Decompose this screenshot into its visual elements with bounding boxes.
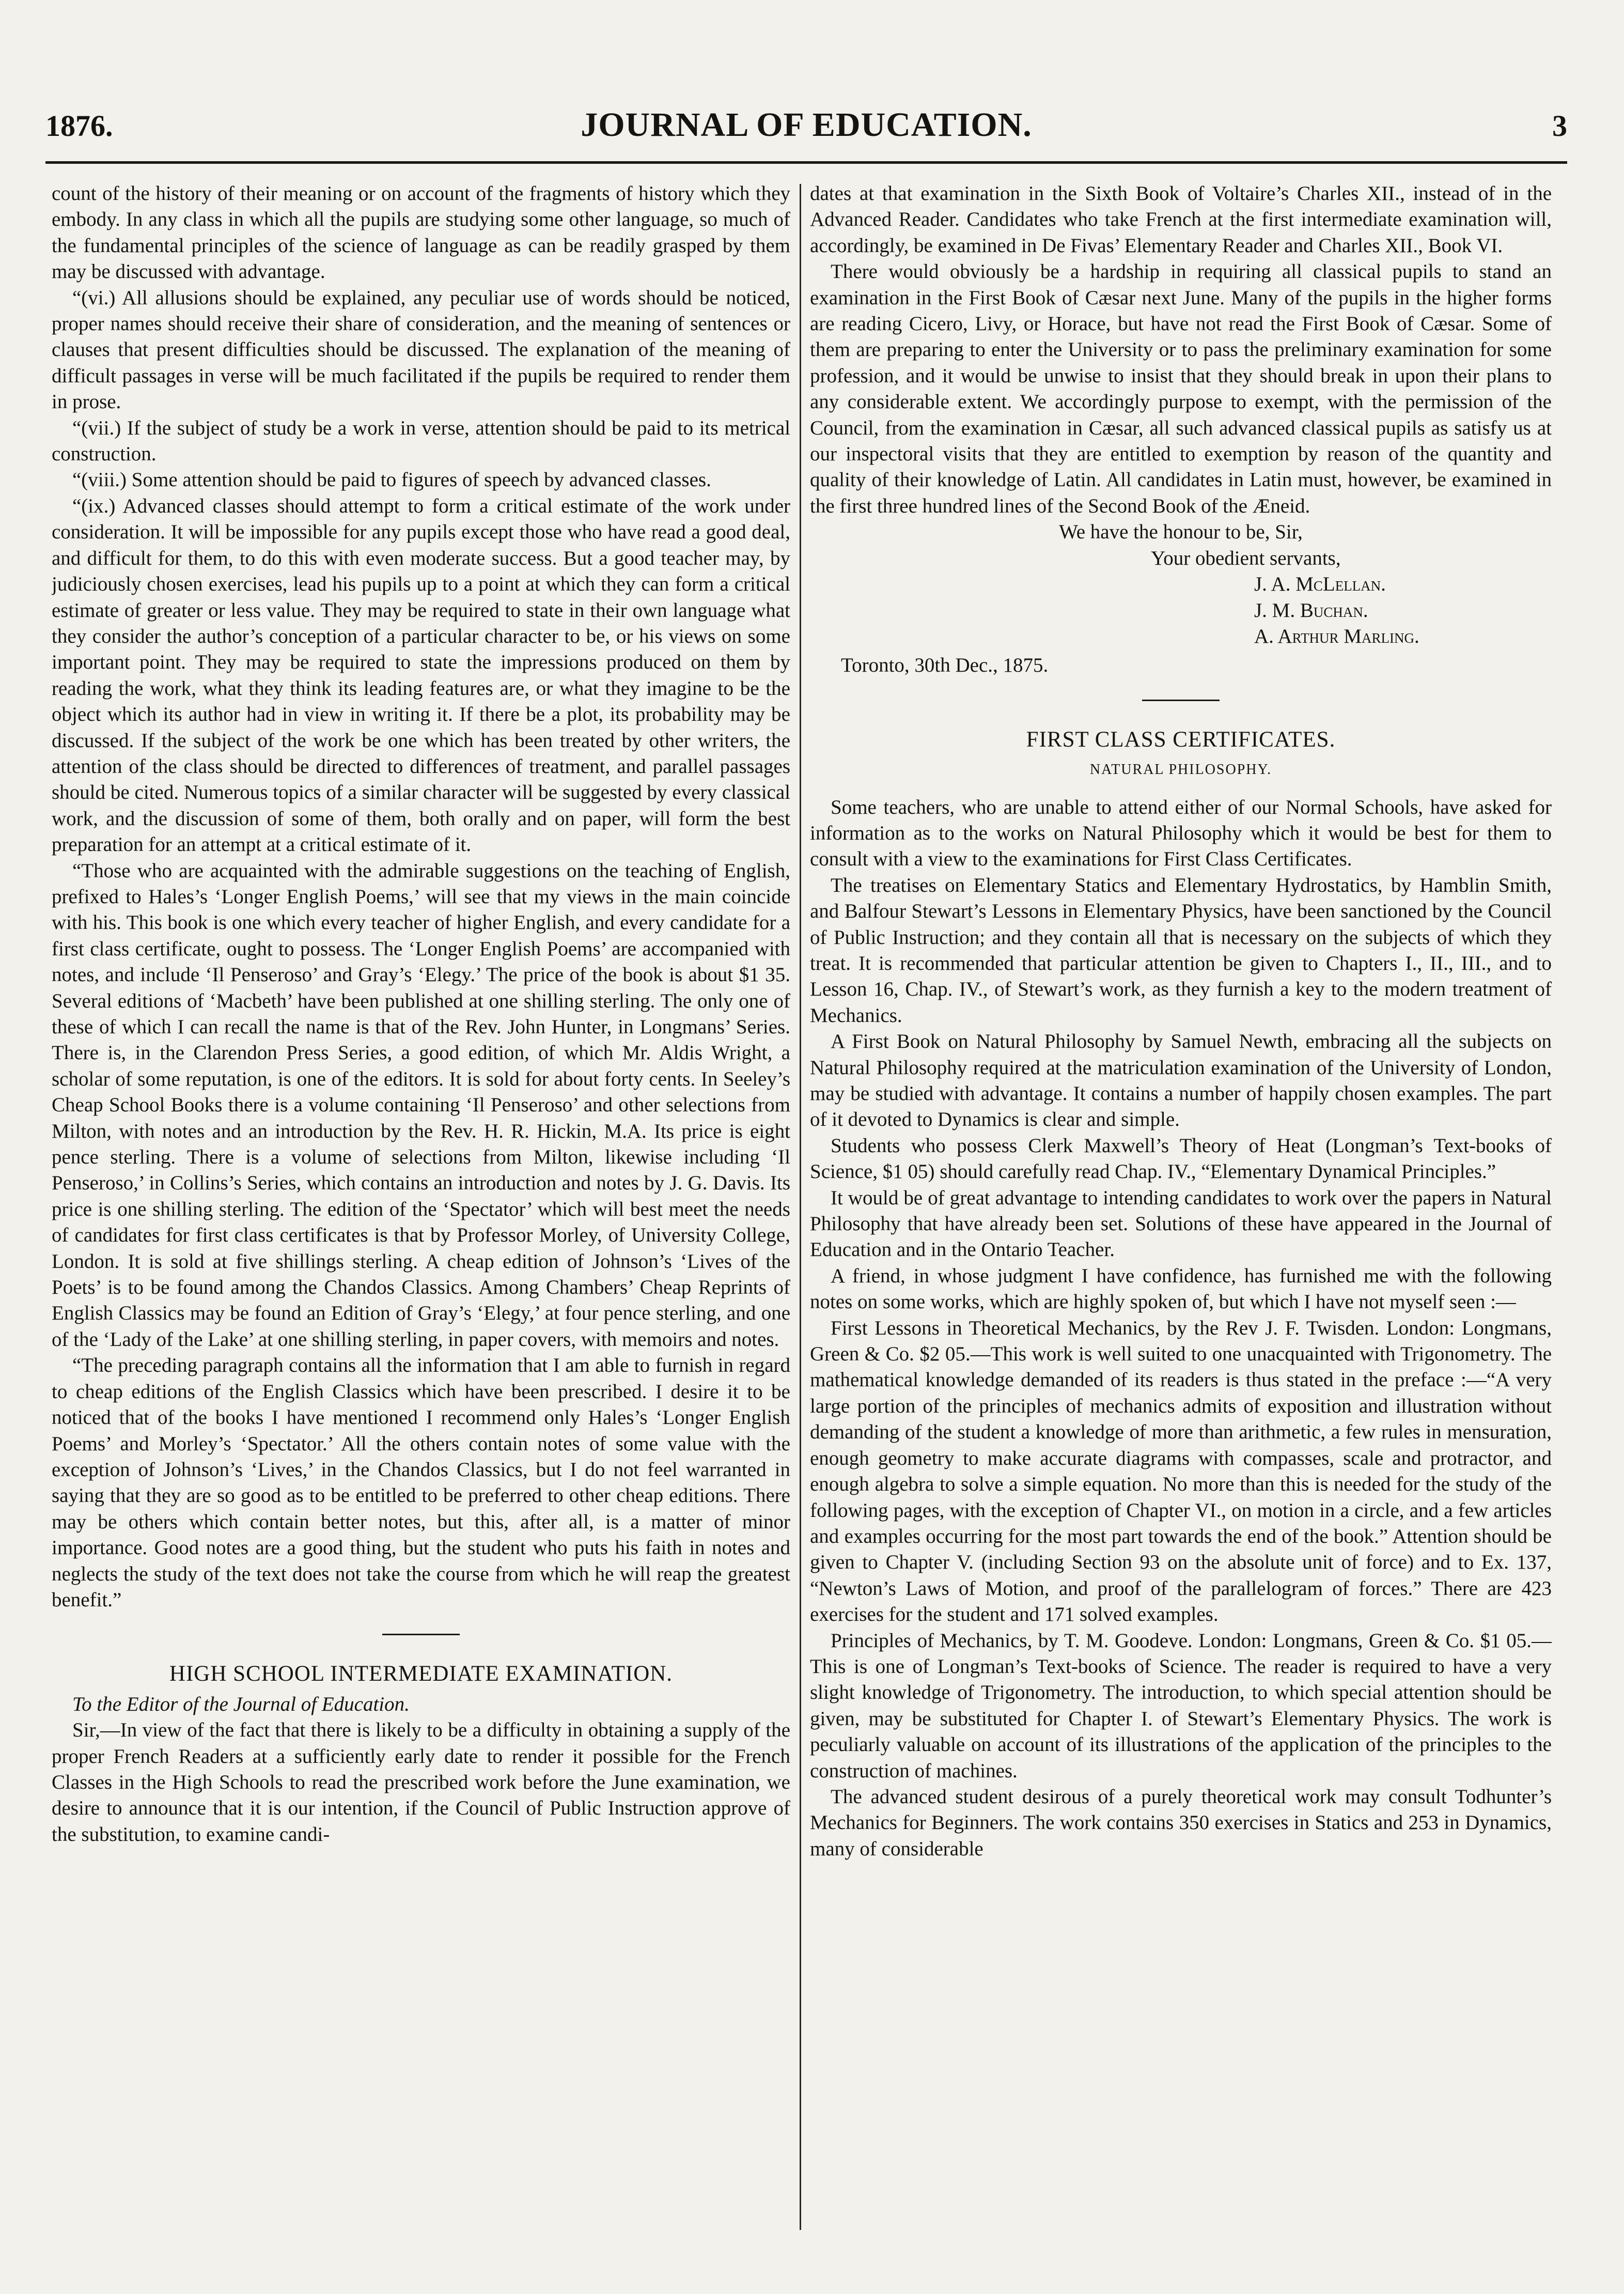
section-divider (382, 1634, 460, 1635)
paragraph: “(viii.) Some attention should be paid to figures of speech by advanced classes. (72, 469, 711, 491)
place-date: Toronto, 30th Dec., 1875. (841, 654, 1049, 677)
paragraph: A friend, in whose judgment I have confidence, has furnished me with the following notes on some works, which are highly spoken of, but which I have not myself seen :— (810, 1264, 1552, 1313)
paragraph: “(ix.) Advanced classes should attempt to form a critical estimate of the work under consideration. It will be impossible for any pupils except those who have read a good deal, and difficult for them, to do this with even moderate success. But a good teacher may, by judiciously chosen exercises, lead his pupils up to a point at which they can form a critical estimate of greater or less value. They may be required to state in their own language what they consider the author’s conception of a particular character to be, or his views on some important point. They may be required to state the impressions produced on them by reading the work, what they think its leading features are, or what they imagine to be the object which its author had in view in writing it. If there be a plot, its probability may be discussed. If the subject of the work be one which has been treated by other writers, the attention of the class should be directed to differences of treatment, and parallel passages should be cited. Numerous topics of a similar character will be suggested by every classical work, and the discussion of some of them, both orally and on paper, will form the best preparation for an attempt at a critical estimate of it. (52, 494, 790, 856)
section-subtitle: NATURAL PHILOSOPHY. (1089, 762, 1272, 778)
closing-line: We have the honour to be, Sir, (1059, 521, 1303, 544)
paragraph: Students who possess Clerk Maxwell’s Theory of Heat (Longman’s Text-books of Science, $1 05) should carefully read Chap. IV., “Elementary Dynamical Principles.” (810, 1134, 1552, 1183)
paragraph: It would be of great advantage to intending candidates to work over the papers in Natural Philosophy that have already been set. Solutions of these have appeared in the Journal of Education and in the Ontario Teacher. (810, 1186, 1552, 1261)
closing-line: Your obedient servants, (1151, 547, 1341, 569)
paragraph: “Those who are acquainted with the admirable suggestions on the teaching of English, prefixed to Hales’s ‘Longer English Poems,’ will see that my views in the main coincide with his. This book is one which every teacher of higher English, and every candidate for a first class certificate, ought to possess. The ‘Longer English Poems’ are accompanied with notes, and include ‘Il Penseroso’ and Gray’s ‘Elegy.’ The price of the book is about $1 35. Several editions of ‘Macbeth’ have been published at one shilling sterling. The only one of these of which I can recall the name is that of the Rev. John Hunter, in Longmans’ Series. There is, in the Clarendon Press Series, a good edition, of which Mr. Aldis Wright, a scholar of some reputation, is one of the editors. It is sold for about forty cents. In Seeley’s Cheap School Books there is a volume containing ‘Il Penseroso’ and other selections from Milton, with notes and an introduction by the Rev. H. R. Hickin, M.A. Its price is eight pence sterling. There is a volume of selections from Milton, likewise including ‘Il Penseroso,’ in Collins’s Series, which contains an introduction and notes by J. G. Davis. Its price is one shilling sterling. The edition of the ‘Spectator’ which will best meet the needs of candidates for first class certificates is that by Professor Morley, of University College, London. It is sold at five shillings sterling. A cheap edition of Johnson’s ‘Lives of the Poets’ is to be found among the Chandos Classics. Among Chambers’ Cheap Reprints of English Classics may be found an Edition of Gray’s ‘Elegy,’ at four pence sterling, and one of the ‘Lady of the Lake’ at one shilling sterling, in paper covers, with memoirs and notes. (52, 859, 790, 1351)
running-head (45, 101, 1567, 149)
paragraph: A First Book on Natural Philosophy by Samuel Newth, embracing all the subjects on Natural Philosophy required at the matriculation examination of the University of London, may be studied with advantage. It contains a number of happily chosen examples. The part of it devoted to Dynamics is clear and simple. (810, 1030, 1552, 1131)
paragraph: Sir,—In view of the fact that there is likely to be a difficulty in obtaining a supply of the proper French Readers at a sufficiently early date to render it possible for the French Classes in the High Schools to read the prescribed work before the June examination, we desire to announce that it is our intention, if the Council of Public Instruction approve of the substitution, to examine candi- (52, 1719, 790, 1846)
paragraph: count of the history of their meaning or on account of the fragments of history which they embody. In any class in which all the pupils are studying some other language, so much of the fundamental principles of the science of language as can be readily grasped by them may be discussed with advantage. (52, 182, 790, 283)
paragraph: There would obviously be a hardship in requiring all classical pupils to stand an examination in the First Book of Cæsar next June. Many of the pupils in the higher forms are reading Cicero, Livy, or Horace, but have not read the First Book of Cæsar. Some of them are preparing to enter the University or to pass the preliminary examination for some profession, and it would be unwise to insist that they should break in upon their plans to any considerable extent. We accordingly purpose to exempt, with the permission of the Council, from the examination in Cæsar, all such advanced classical pupils as satisfy us at our inspectoral visits that they are entitled to exemption by reason of the quantity and quality of their knowledge of Latin. All candidates in Latin must, however, be examined in the first three hundred lines of the Second Book of the Æneid. (810, 260, 1552, 517)
column-divider (800, 184, 801, 2230)
page-number: 3 (1552, 109, 1567, 143)
section-title-first-class: FIRST CLASS CERTIFICATES. (1026, 727, 1336, 752)
left-column (52, 181, 790, 2237)
signatory-name: A. Arthur Marling. (1254, 625, 1419, 647)
paragraph: dates at that examination in the Sixth Book of Voltaire’s Charles XII., instead of in the Advanced Reader. Candidates who take French at the first intermediate examination will, accordingly, be examined in De Fivas’ Elementary Reader and Charles XII., Book VI. (810, 182, 1552, 257)
section-divider (1142, 700, 1220, 701)
paragraph: “(vi.) All allusions should be explained, any peculiar use of words should be noticed, proper names should receive their share of consideration, and the meaning of sentences or clauses that present difficulties should be discussed. The explanation of the meaning of difficult passages in verse will be much facilitated if the pupils be required to render them in prose. (52, 286, 790, 413)
section-title-high-school: HIGH SCHOOL INTERMEDIATE EXAMINATION. (169, 1662, 673, 1686)
salutation: To the Editor of the Journal of Education. (72, 1693, 410, 1715)
paragraph: Principles of Mechanics, by T. M. Goodeve. London: Longmans, Green & Co. $1 05.—This is one of Longman’s Text-books of Science. The reader is required to have a very slight knowledge of Trigonometry. The introduction, to which special attention should be given, may be substituted for Chapter I. of Stewart’s Elementary Physics. The work is peculiarly valuable on account of its illustrations of the application of the principles to the construction of machines. (810, 1629, 1552, 1782)
journal-title: JOURNAL OF EDUCATION. (581, 106, 1032, 144)
page-year: 1876. (45, 109, 113, 143)
right-column (810, 181, 1552, 2237)
paragraph: Some teachers, who are unable to attend either of our Normal Schools, have asked for information as to the works on Natural Philosophy which it would be best for them to consult with a view to the examinations for First Class Certificates. (810, 796, 1552, 871)
paragraph: “(vii.) If the subject of study be a work in verse, attention should be paid to its metrical construction. (52, 416, 790, 466)
signatory-name: J. A. McLellan. (1254, 573, 1386, 596)
paragraph: First Lessons in Theoretical Mechanics, by the Rev J. F. Twisden. London: Longmans, Green & Co. $2 05.—This work is well suited to one unacquainted with Trigonometry. The mathematical knowledge demanded of its readers is thus stated in the preface :—“A very large portion of the principles of mechanics admits of exposition and illustration without demanding of the student a knowledge of more than arithmetic, a few rules in mensuration, enough geometry to make accurate diagrams with compasses, scale and protractor, and enough algebra to solve a simple equation. No more than this is needed for the study of the following pages, with the exception of Chapter VI., on motion in a circle, and a few articles and examples occurring for the most part towards the end of the book.” Attention should be given to Chapter V. (including Section 93 on the absolute unit of force) and to Ex. 137, “Newton’s Laws of Motion, and proof of the parallelogram of forces.” There are 423 exercises for the student and 171 solved examples. (810, 1316, 1552, 1626)
paragraph: The advanced student desirous of a purely theoretical work may consult Todhunter’s Mechanics for Beginners. The work contains 350 exercises in Statics and 253 in Dynamics, many of considerable (810, 1785, 1552, 1860)
paragraph: “The preceding paragraph contains all the information that I am able to furnish in regard to cheap editions of the English Classics which have been prescribed. I desire it to be noticed that of the books I have mentioned I recommend only Hales’s ‘Longer English Poems’ and Morley’s ‘Spectator.’ All the others contain notes of some value with the exception of Johnson’s ‘Lives,’ in the Chandos Classics, but I do not feel warranted in saying that they are so good as to be entitled to be preferred to other cheap editions. There may be others which contain better notes, but this, after all, is a matter of minor importance. Good notes are a good thing, but the student who puts his faith in notes and neglects the study of the text does not take the course from which he will reap the greatest benefit.” (52, 1354, 790, 1611)
signatory-name: J. M. Buchan. (1254, 599, 1368, 622)
header-rule (45, 161, 1567, 164)
signoff (810, 519, 1552, 678)
paragraph: The treatises on Elementary Statics and Elementary Hydrostatics, by Hamblin Smith, and Balfour Stewart’s Lessons in Elementary Physics, have been sanctioned by the Council of Public Instruction; and they contain all that is necessary on the subjects of which they treat. It is recommended that particular attention be given to Chapters I., II., III., and to Lesson 16, Chap. IV., of Stewart’s work, as they furnish a key to the modern treatment of Mechanics. (810, 874, 1552, 1027)
